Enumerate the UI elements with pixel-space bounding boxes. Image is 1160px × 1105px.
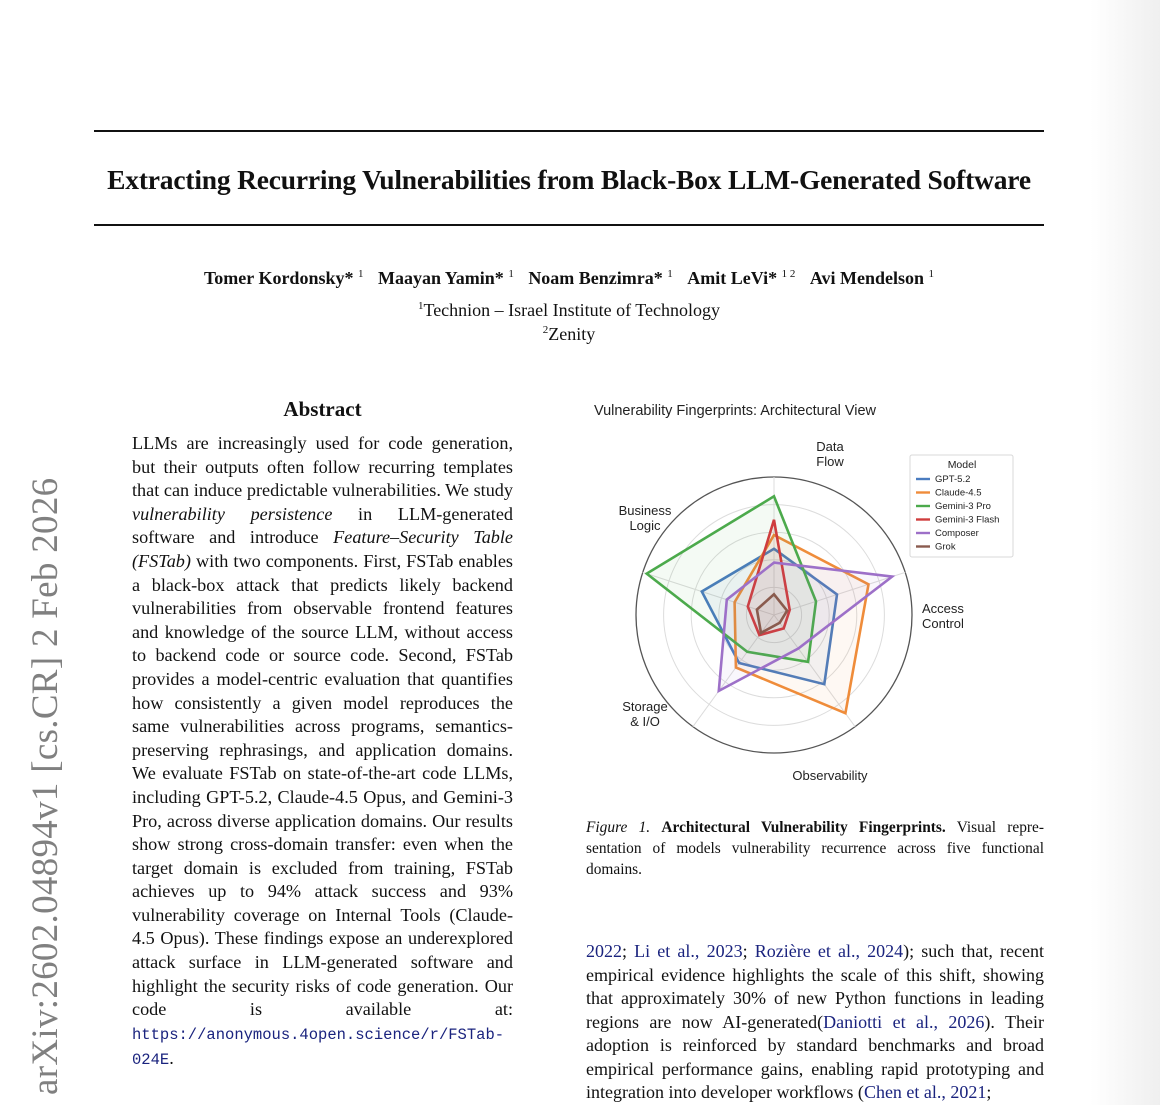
code-link[interactable]: https://anonymous.4open.science/r/FSTab-024E	[132, 1025, 505, 1070]
arxiv-stamp: arXiv:2602.04894v1 [cs.CR] 2 Feb 2026	[25, 477, 66, 1095]
intro-paragraph: 2022; Li et al., 2023; Rozière et al., 2024); such that, recent empirical evidence highlights the scale of this shift, showing that approximately 30% of new Python functions in leading regions are now AI-generated(Daniotti et al., 2026). Their adoption is reinforced by standard benchmarks and broad empirical performance gains, enabling rapid prototyping and integration into developer workflows (Chen et al., 2021;	[586, 941, 1044, 1102]
abstract-heading: Abstract	[283, 397, 362, 421]
legend-entry: Grok	[935, 541, 956, 553]
legend-title: Model	[947, 459, 977, 471]
author: Tomer Kordonsky* $^1$	[203, 268, 364, 288]
axis-label: Access Control	[922, 601, 964, 631]
citation-link[interactable]: Rozière et al., 2024	[754, 941, 904, 961]
legend-entry: Composer	[935, 528, 979, 539]
axis-label: Observability	[792, 768, 868, 783]
title-top-rule	[94, 130, 1044, 132]
legend-entry: GPT-5.2	[935, 474, 971, 485]
citation-link[interactable]: Li et al., 2023	[634, 941, 743, 961]
legend-entry: Gemini-3 Pro	[935, 501, 991, 512]
title-bottom-rule	[94, 224, 1044, 226]
paper-title: Extracting Recurring Vulnerabilities from Black-Box LLM-Generated Software	[107, 164, 1031, 195]
author: Noam Benzimra* $^1$	[528, 268, 673, 288]
figure-1	[590, 395, 1060, 790]
author: Maayan Yamin* $^1$	[377, 268, 514, 288]
figure-caption: Figure 1. Architectural Vulnerability Fingerprints. Visual representation of models vulnerability recurrence across five functional domains.	[586, 819, 1044, 878]
affiliation: $^2$Zenity	[542, 324, 596, 344]
axis-label: Data Flow	[816, 439, 844, 469]
affiliation: $^1$Technion – Israel Institute of Technology	[417, 300, 721, 320]
citation-link[interactable]: 2022	[586, 941, 622, 961]
citation-link[interactable]: Chen et al., 2021	[863, 1082, 987, 1102]
axis-label: Storage & I/O	[622, 699, 668, 729]
citation-link[interactable]: Daniotti et al., 2026	[823, 1011, 985, 1032]
author: Amit LeVi* $^{1 2}$	[687, 268, 796, 288]
legend-entry: Claude-4.5	[935, 487, 982, 499]
legend-entry: Gemini-3 Flash	[935, 514, 1000, 526]
radar-chart	[590, 395, 1060, 790]
author-list	[94, 268, 1044, 289]
page-edge-shadow	[1090, 0, 1160, 1105]
author: Avi Mendelson $^1$	[809, 268, 935, 288]
axis-label: Business Logic	[618, 503, 672, 533]
abstract-body: LLMs are increasingly used for code generation, but their outputs often follow recurring templates that can induce predictable vulnerabilities. We study vulnerability persistence in LLM-generated software and introduce Feature–Security Table (FSTab) with two components. First, FSTab enables a black-box attack that predicts likely backend vulnerabilities from observable frontend features and knowledge of the source LLM, without access to backend code or source code. Second, FSTab provides a model-centric evaluation that quantifies how consistently a given model reproduces the same vulnerabilities across programs, semantics-preserving rephrasings, and application domains. We evaluate FSTab on state-of-the-art code LLMs, including GPT-5.2, Claude-4.5 Opus, and Gemini-3 Pro, across diverse application domains. Our results show strong cross-domain transfer: even when the target domain is excluded from training, FSTab achieves up to 94% attack success and 93% vulnerability coverage on Internal Tools (Claude-4.5 Opus). These findings expose an underexplored attack surface in LLM-generated software and highlight the security risks of code generation. Our code is available at: https://anonymous.4open.science/r/FSTab-024E.	[132, 433, 514, 1070]
chart-title: Vulnerability Fingerprints: Architectural View	[593, 403, 877, 419]
